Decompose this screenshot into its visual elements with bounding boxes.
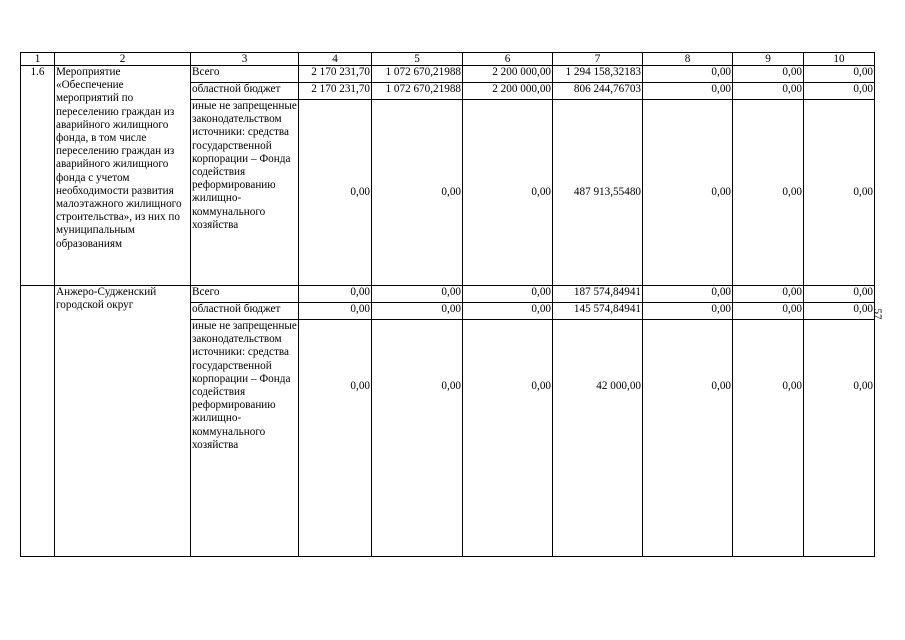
page-number: 57 xyxy=(871,308,884,320)
value-cell: 0,00 xyxy=(804,83,875,100)
column-header: 1 xyxy=(21,53,55,66)
source-label: иные не запрещенные законодательством источники: средства государственной корпорации – Фонда содействия реформированию жилищно-коммунального хозяйства xyxy=(191,100,299,286)
value-cell: 0,00 xyxy=(372,303,463,320)
value-cell: 145 574,84941 xyxy=(553,303,643,320)
value-cell: 0,00 xyxy=(372,320,463,557)
column-header: 8 xyxy=(643,53,733,66)
value-cell: 0,00 xyxy=(733,83,804,100)
value-cell: 2 170 231,70 xyxy=(299,66,372,83)
column-header: 7 xyxy=(553,53,643,66)
source-label: Всего xyxy=(191,66,299,83)
column-header: 6 xyxy=(463,53,553,66)
value-cell: 806 244,76703 xyxy=(553,83,643,100)
source-label: иные не запрещенные законодательством источники: средства государственной корпорации – Фонда содействия реформированию жилищно-коммунального хозяйства xyxy=(191,320,299,557)
source-label: Всего xyxy=(191,286,299,303)
value-cell: 0,00 xyxy=(463,320,553,557)
measure-name: Мероприятие «Обеспечение мероприятий по переселению граждан из аварийного жилищного фонда, в том числе переселению граждан из аварийного жилищного фонда с учетом необходимости развития малоэтажного жилищного строительства», из них по муниципальным образованиям xyxy=(55,66,191,286)
value-cell: 487 913,55480 xyxy=(553,100,643,286)
row-number xyxy=(21,286,55,557)
value-cell: 0,00 xyxy=(643,83,733,100)
column-header: 5 xyxy=(372,53,463,66)
value-cell: 0,00 xyxy=(299,303,372,320)
value-cell: 0,00 xyxy=(463,303,553,320)
column-header: 3 xyxy=(191,53,299,66)
value-cell: 0,00 xyxy=(372,286,463,303)
value-cell: 42 000,00 xyxy=(553,320,643,557)
source-label: областной бюджет xyxy=(191,303,299,320)
value-cell: 0,00 xyxy=(643,286,733,303)
budget-table xyxy=(20,52,875,557)
value-cell: 1 294 158,32183 xyxy=(553,66,643,83)
column-header: 10 xyxy=(804,53,875,66)
table-row xyxy=(21,66,875,83)
value-cell: 0,00 xyxy=(733,286,804,303)
value-cell: 1 072 670,21988 xyxy=(372,83,463,100)
value-cell: 0,00 xyxy=(804,303,875,320)
value-cell: 0,00 xyxy=(733,100,804,286)
row-number: 1.6 xyxy=(21,66,55,286)
value-cell: 0,00 xyxy=(299,100,372,286)
value-cell: 0,00 xyxy=(643,66,733,83)
value-cell: 0,00 xyxy=(372,100,463,286)
column-header: 2 xyxy=(55,53,191,66)
value-cell: 0,00 xyxy=(733,320,804,557)
value-cell: 187 574,84941 xyxy=(553,286,643,303)
value-cell: 0,00 xyxy=(804,320,875,557)
value-cell: 0,00 xyxy=(804,66,875,83)
value-cell: 0,00 xyxy=(463,286,553,303)
value-cell: 2 170 231,70 xyxy=(299,83,372,100)
value-cell: 0,00 xyxy=(733,66,804,83)
column-header: 9 xyxy=(733,53,804,66)
value-cell: 2 200 000,00 xyxy=(463,66,553,83)
value-cell: 2 200 000,00 xyxy=(463,83,553,100)
column-header: 4 xyxy=(299,53,372,66)
value-cell: 0,00 xyxy=(643,320,733,557)
source-label: областной бюджет xyxy=(191,83,299,100)
municipality-name: Анжеро-Судженский городской округ xyxy=(55,286,191,557)
value-cell: 0,00 xyxy=(299,320,372,557)
value-cell: 0,00 xyxy=(463,100,553,286)
table-row xyxy=(21,286,875,303)
value-cell: 0,00 xyxy=(643,100,733,286)
value-cell: 0,00 xyxy=(804,286,875,303)
value-cell: 0,00 xyxy=(733,303,804,320)
header-row xyxy=(21,53,875,66)
value-cell: 1 072 670,21988 xyxy=(372,66,463,83)
value-cell: 0,00 xyxy=(299,286,372,303)
value-cell: 0,00 xyxy=(643,303,733,320)
value-cell: 0,00 xyxy=(804,100,875,286)
